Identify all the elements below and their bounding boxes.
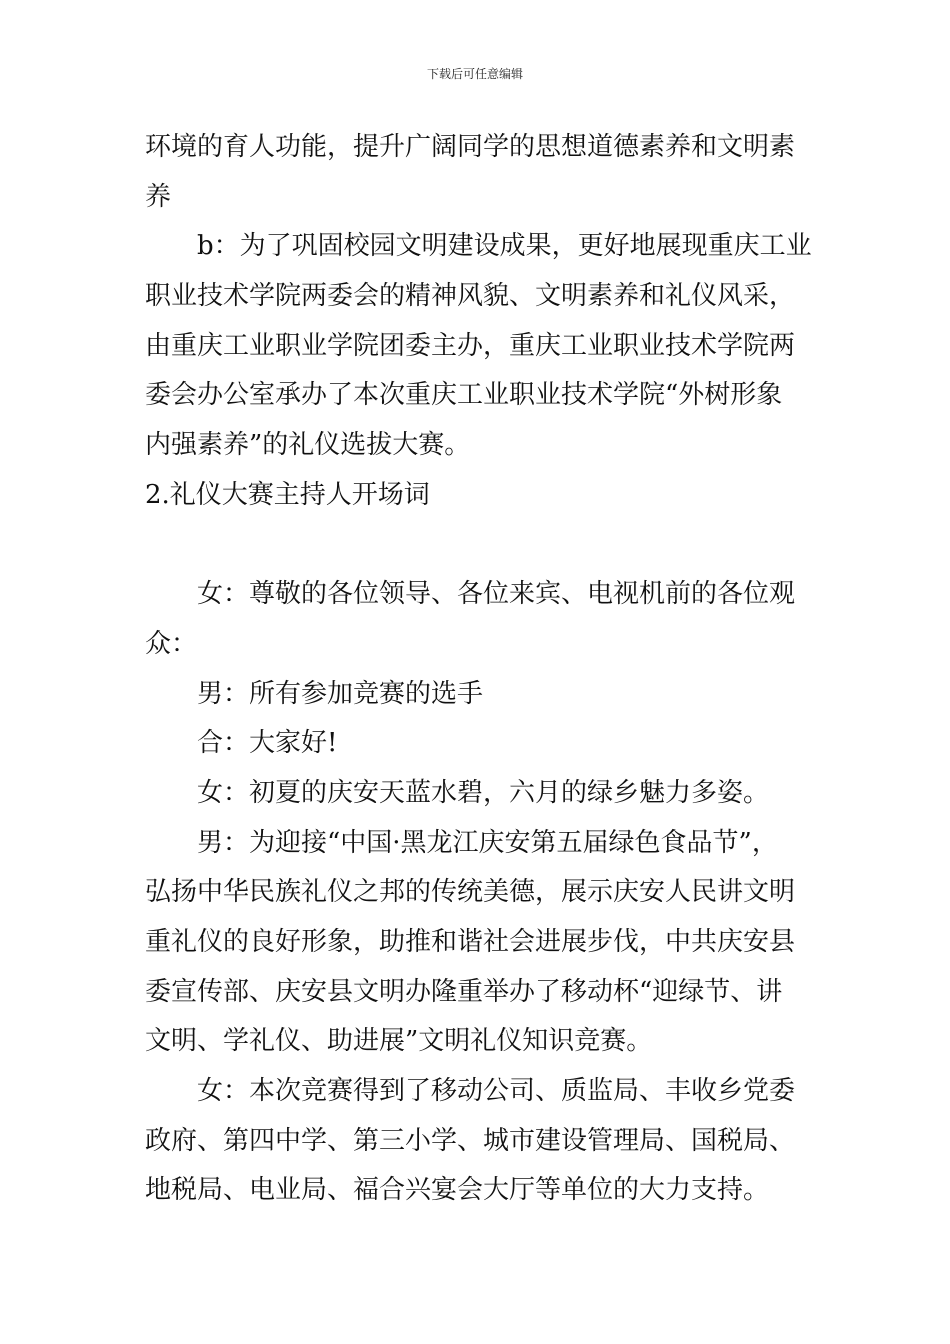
text-line: 众：	[145, 628, 198, 659]
text-line: 弘扬中华民族礼仪之邦的传统美德，展示庆安人民讲文明	[145, 877, 796, 908]
paragraph-start-line: 男：为迎接“中国·黑龙江庆安第五届绿色食品节”，	[197, 827, 778, 858]
text-line: 由重庆工业职业学院团委主办，重庆工业职业技术学院两	[145, 330, 796, 361]
text-line: 委会办公室承办了本次重庆工业职业技术学院“外树形象	[145, 380, 783, 411]
text-line: 委宣传部、庆安县文明办隆重举办了移动杯“迎绿节、讲	[145, 976, 783, 1007]
text-line: 养	[145, 181, 172, 212]
paragraph-start-line: 女：初夏的庆安天蓝水碧，六月的绿乡魅力多姿。	[197, 777, 770, 808]
text-line: 重礼仪的良好形象，助推和谐社会进展步伐，中共庆安县	[145, 927, 796, 957]
section-heading: 2.礼仪大赛主持人开场词	[145, 479, 430, 510]
text-line: 内强素养”的礼仪选拔大赛。	[145, 430, 471, 461]
paragraph-start-line: 男：所有参加竞赛的选手	[197, 678, 484, 709]
paragraph-start-line: b：为了巩固校园文明建设成果，更好地展现重庆工业	[197, 231, 812, 262]
text-line: 环境的育人功能，提升广阔同学的思想道德素养和文明素	[145, 132, 796, 162]
page-header-note: 下载后可任意编辑	[426, 67, 523, 81]
text-line: 政府、第四中学、第三小学、城市建设管理局、国税局、	[145, 1125, 796, 1156]
text-line: 地税局、电业局、福合兴宴会大厅等单位的大力支持。	[145, 1175, 770, 1206]
text-line: 职业技术学院两委会的精神风貌、文明素养和礼仪风采，	[145, 281, 796, 312]
paragraph-start-line: 合：大家好!	[197, 728, 338, 759]
document-body	[145, 123, 813, 1216]
text-line: 文明、学礼仪、助进展”文明礼仪知识竞赛。	[145, 1026, 653, 1057]
blank-line	[145, 521, 813, 571]
paragraph-start-line: 女：本次竞赛得到了移动公司、质监局、丰收乡党委	[197, 1076, 796, 1107]
paragraph-start-line: 女：尊敬的各位领导、各位来宾、电视机前的各位观	[197, 579, 796, 610]
